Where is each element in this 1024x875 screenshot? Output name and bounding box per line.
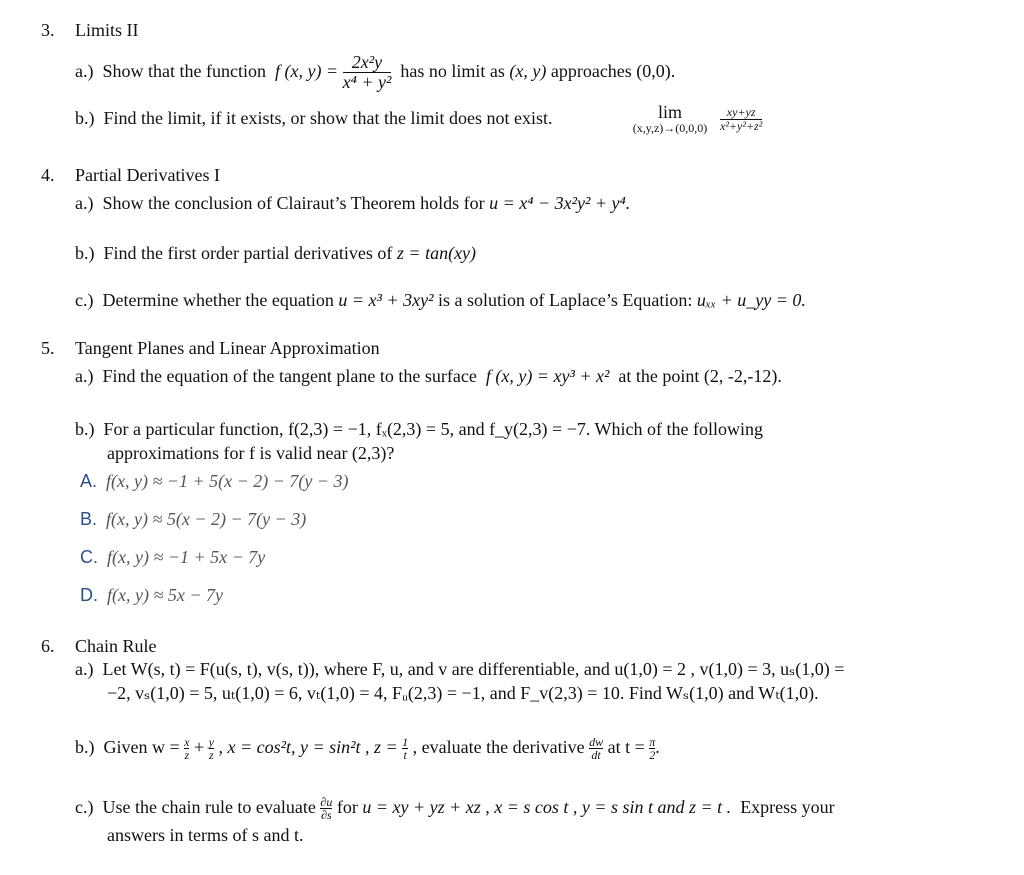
q5-number: 5. <box>41 338 55 358</box>
q4-number: 4. <box>41 165 55 185</box>
option-body: f(x, y) ≈ −1 + 5x − 7y <box>107 547 266 567</box>
q4c-text-2: is a solution of Laplace’s Equation: <box>437 290 693 310</box>
q4a-text: Show the conclusion of Clairaut’s Theorem holds for <box>102 193 485 213</box>
frac-num: ∂u <box>320 794 333 809</box>
option-body: f(x, y) ≈ 5x − 7y <box>107 585 223 605</box>
frac-den: ∂s <box>321 808 332 823</box>
q6-part-a <box>75 657 844 681</box>
option-body: f(x, y) ≈ 5(x − 2) − 7(y − 3) <box>106 509 307 529</box>
q3b-lim: lim <box>657 102 682 122</box>
option-letter: B. <box>80 509 98 529</box>
q6c-express: Express your <box>740 797 835 817</box>
q5b-option-a <box>80 469 349 493</box>
frac-den: z <box>208 748 214 763</box>
q6a-line-2: −2, vₛ(1,0) = 5, uₜ(1,0) = 6, vₜ(1,0) = 4, Fᵤ(2,3) = −1, and F_v(2,3) = 10. Find Wₛ(1,0) and Wₜ(1,0). <box>107 683 819 703</box>
q6-part-c <box>75 787 835 827</box>
q4c-math: u = x³ + 3xy² <box>338 290 434 310</box>
q6b-frac-1 <box>184 736 189 762</box>
q3a-denominator: x⁴ + y² <box>342 72 392 93</box>
q3b-limit <box>620 104 720 136</box>
q5b-text: For a particular function, f(2,3) = −1, fₓ(2,3) = 5, and f_y(2,3) = −7. Which of the following <box>103 419 763 439</box>
q4-part-a <box>75 191 630 215</box>
q3-part-b <box>75 106 552 130</box>
q5b-option-c <box>80 545 265 569</box>
q3a-xy: (x, y) <box>509 61 547 81</box>
q3a-text: Show that the function <box>102 61 266 81</box>
frac-den: z <box>184 748 190 763</box>
q5b-option-d <box>80 583 223 607</box>
q3a-label: a.) <box>75 61 94 81</box>
q6-title: Chain Rule <box>75 636 157 656</box>
q5a-math: f (x, y) = xy³ + x² <box>485 366 610 386</box>
q3b-label: b.) <box>75 108 95 128</box>
frac-num: dw <box>589 734 604 749</box>
q3a-function: f (x, y) = <box>274 61 339 81</box>
q3b-fraction <box>720 106 762 132</box>
q4b-math: z = tan(xy) <box>396 243 477 263</box>
q3a-fraction <box>343 53 392 92</box>
option-body: f(x, y) ≈ −1 + 5(x − 2) − 7(y − 3) <box>106 471 349 491</box>
q6c-for: for <box>336 797 358 817</box>
q6-part-b <box>75 727 660 767</box>
q5-part-b <box>75 417 763 441</box>
q4b-text: Find the first order partial derivatives of <box>103 243 393 263</box>
q6b-at: at t = <box>607 737 645 757</box>
q6c-label: c.) <box>75 797 94 817</box>
frac-num: π <box>649 734 656 749</box>
q4c-math-2: uₓₓ + u_yy = 0. <box>696 290 806 310</box>
q3a-numerator: 2x²y <box>351 52 383 73</box>
q6c-text: Use the chain rule to evaluate <box>102 797 316 817</box>
q4-title: Partial Derivatives I <box>75 165 220 185</box>
q6b-derivative <box>589 736 603 762</box>
q4c-label: c.) <box>75 290 94 310</box>
q5b-option-b <box>80 507 306 531</box>
q6b-given: Given w = <box>103 737 180 757</box>
q4a-label: a.) <box>75 193 94 213</box>
q3-number: 3. <box>41 20 55 40</box>
frac-den: t <box>403 748 407 763</box>
option-letter: A. <box>80 471 98 491</box>
frac-num: x <box>184 734 190 749</box>
q6b-frac-2 <box>209 736 214 762</box>
q6b-frac-3 <box>402 736 408 762</box>
frac-den: dt <box>589 748 603 762</box>
option-letter: C. <box>80 547 98 567</box>
q6-number: 6. <box>41 636 55 656</box>
q6b-label: b.) <box>75 737 95 757</box>
q6a-line-1: Let W(s, t) = F(u(s, t), v(s, t)), where F, u, and v are differentiable, and u(1,0) = 2 , v(1,0) = 3, uₛ(1,0) = <box>102 659 845 679</box>
q5b-label: b.) <box>75 419 95 439</box>
q6c-partial <box>320 796 332 822</box>
q3a-approaches: approaches (0,0). <box>550 61 676 81</box>
q4c-text: Determine whether the equation <box>102 290 334 310</box>
q6c-line-2: answers in terms of s and t. <box>107 825 304 845</box>
q3b-numerator: xy+yz <box>726 105 756 119</box>
q3-title: Limits II <box>75 20 139 40</box>
q3b-lim-under: (x,y,z)→(0,0,0) <box>632 121 708 135</box>
q6b-end: . <box>655 737 660 757</box>
q3-part-a <box>75 44 675 98</box>
q5a-text: Find the equation of the tangent plane to the surface <box>102 366 477 386</box>
q4-part-b <box>75 241 476 265</box>
q4-part-c <box>75 288 806 312</box>
q6a-label: a.) <box>75 659 94 679</box>
q3b-denominator: x²+y²+z² <box>720 118 763 133</box>
q5-title: Tangent Planes and Linear Approximation <box>75 338 380 358</box>
frac-num: y <box>208 734 214 749</box>
option-letter: D. <box>80 585 98 605</box>
frac-den: 2 <box>649 748 656 763</box>
frac-num: 1 <box>402 734 409 749</box>
q3a-text-2: has no limit as <box>400 61 505 81</box>
q5b-text-2: approximations for f is valid near (2,3)? <box>107 443 395 463</box>
q3b-text: Find the limit, if it exists, or show that the limit does not exist. <box>103 108 553 128</box>
q5-part-a <box>75 364 782 388</box>
q6c-math: u = xy + yz + xz , x = s cos t , y = s sin t and z = t . <box>362 797 732 817</box>
q5a-text-2: at the point (2, -2,-12). <box>618 366 782 386</box>
q4a-math: u = x⁴ − 3x²y² + y⁴. <box>489 193 631 213</box>
q4b-label: b.) <box>75 243 95 263</box>
q6b-defs: , x = cos²t, y = sin²t , z = <box>218 737 398 757</box>
q6b-plus: + <box>193 737 205 757</box>
q5a-label: a.) <box>75 366 94 386</box>
q6b-eval: , evaluate the derivative <box>412 737 585 757</box>
